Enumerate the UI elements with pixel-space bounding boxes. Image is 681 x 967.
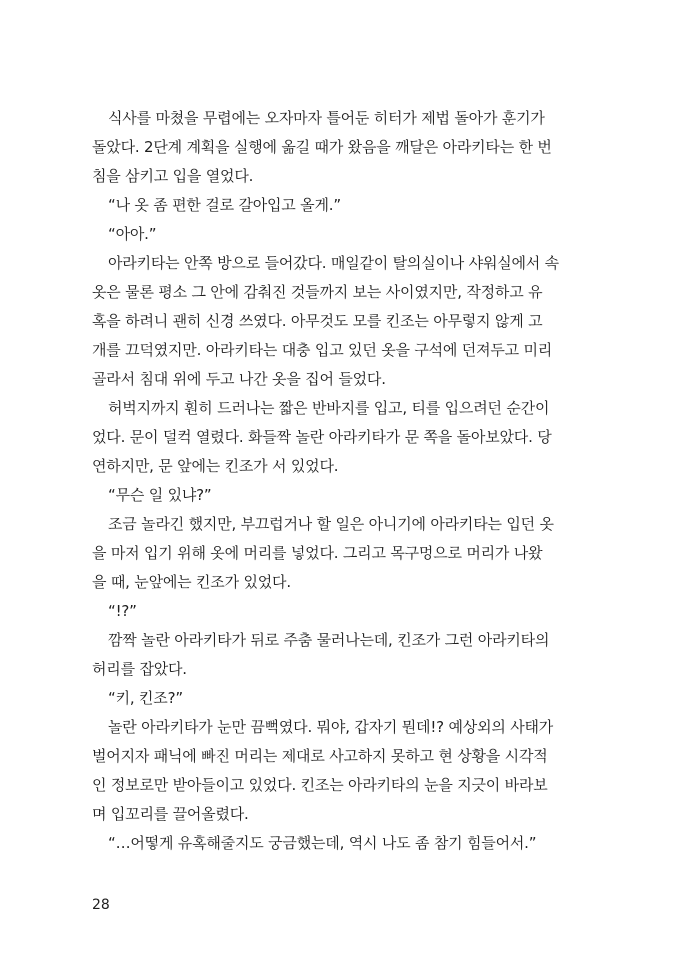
text-line: 아라키타는 안쪽 방으로 들어갔다. 매일같이 탈의실이나 샤워실에서 속 [108,254,559,272]
text-line: 연하지만, 문 앞에는 킨조가 서 있었다. [92,457,339,475]
text-line: 벌어지자 패닉에 빠진 머리는 제대로 사고하지 못하고 현 상황을 시각적 [92,747,548,765]
dialogue-line: “!?” [108,602,137,620]
text-line: 을 마저 입기 위해 옷에 머리를 넣었다. 그리고 목구멍으로 머리가 나왔 [92,544,543,562]
text-line: 개를 끄덕였지만. 아라키타는 대충 입고 있던 옷을 구석에 던져두고 미리 [92,341,553,359]
text-line: 며 입꼬리를 끌어올렸다. [92,805,249,823]
text-line: 허벅지까지 훤히 드러나는 짧은 반바지를 입고, 티를 입으려던 순간이 [108,399,550,417]
dialogue-line: “나 옷 좀 편한 걸로 갈아입고 올게.” [108,196,341,214]
dialogue-line: “무슨 일 있냐?” [108,486,212,504]
text-line: 골라서 침대 위에 두고 나간 옷을 집어 들었다. [92,370,386,388]
page-number: 28 [92,897,110,913]
dialogue-line: “키, 킨조?” [108,689,183,707]
text-line: 놀란 아라키타가 눈만 끔뻑였다. 뭐야, 갑자기 뭔데!? 예상외의 사태가 [108,718,554,736]
text-line: 침을 삼키고 입을 열었다. [92,167,254,185]
text-line: 허리를 잡았다. [92,660,187,678]
dialogue-line: “…어떻게 유혹해줄지도 궁금했는데, 역시 나도 좀 참기 힘들어서.” [108,834,537,852]
dialogue-line: “아아.” [108,225,157,243]
text-line: 인 정보로만 받아들이고 있었다. 킨조는 아라키타의 눈을 지긋이 바라보 [92,776,548,794]
text-line: 조금 놀라긴 했지만, 부끄럽거나 할 일은 아니기에 아라키타는 입던 옷 [108,515,554,533]
text-line: 돌았다. 2단계 계획을 실행에 옮길 때가 왔음을 깨달은 아라키타는 한 번 [92,138,552,156]
text-line: 옷은 물론 평소 그 안에 감춰진 것들까지 보는 사이였지만, 작정하고 유 [92,283,543,301]
body-text [92,104,592,858]
text-line: 식사를 마쳤을 무렵에는 오자마자 틀어둔 히터가 제법 돌아가 훈기가 [108,109,545,127]
text-line: 깜짝 놀란 아라키타가 뒤로 주춤 물러나는데, 킨조가 그런 아라키타의 [108,631,550,649]
text-line: 을 때, 눈앞에는 킨조가 있었다. [92,573,291,591]
text-line: 혹을 하려니 괜히 신경 쓰였다. 아무것도 모를 킨조는 아무렇지 않게 고 [92,312,543,330]
text-line: 었다. 문이 덜컥 열렸다. 화들짝 놀란 아라키타가 문 쪽을 돌아보았다. 당 [92,428,552,446]
